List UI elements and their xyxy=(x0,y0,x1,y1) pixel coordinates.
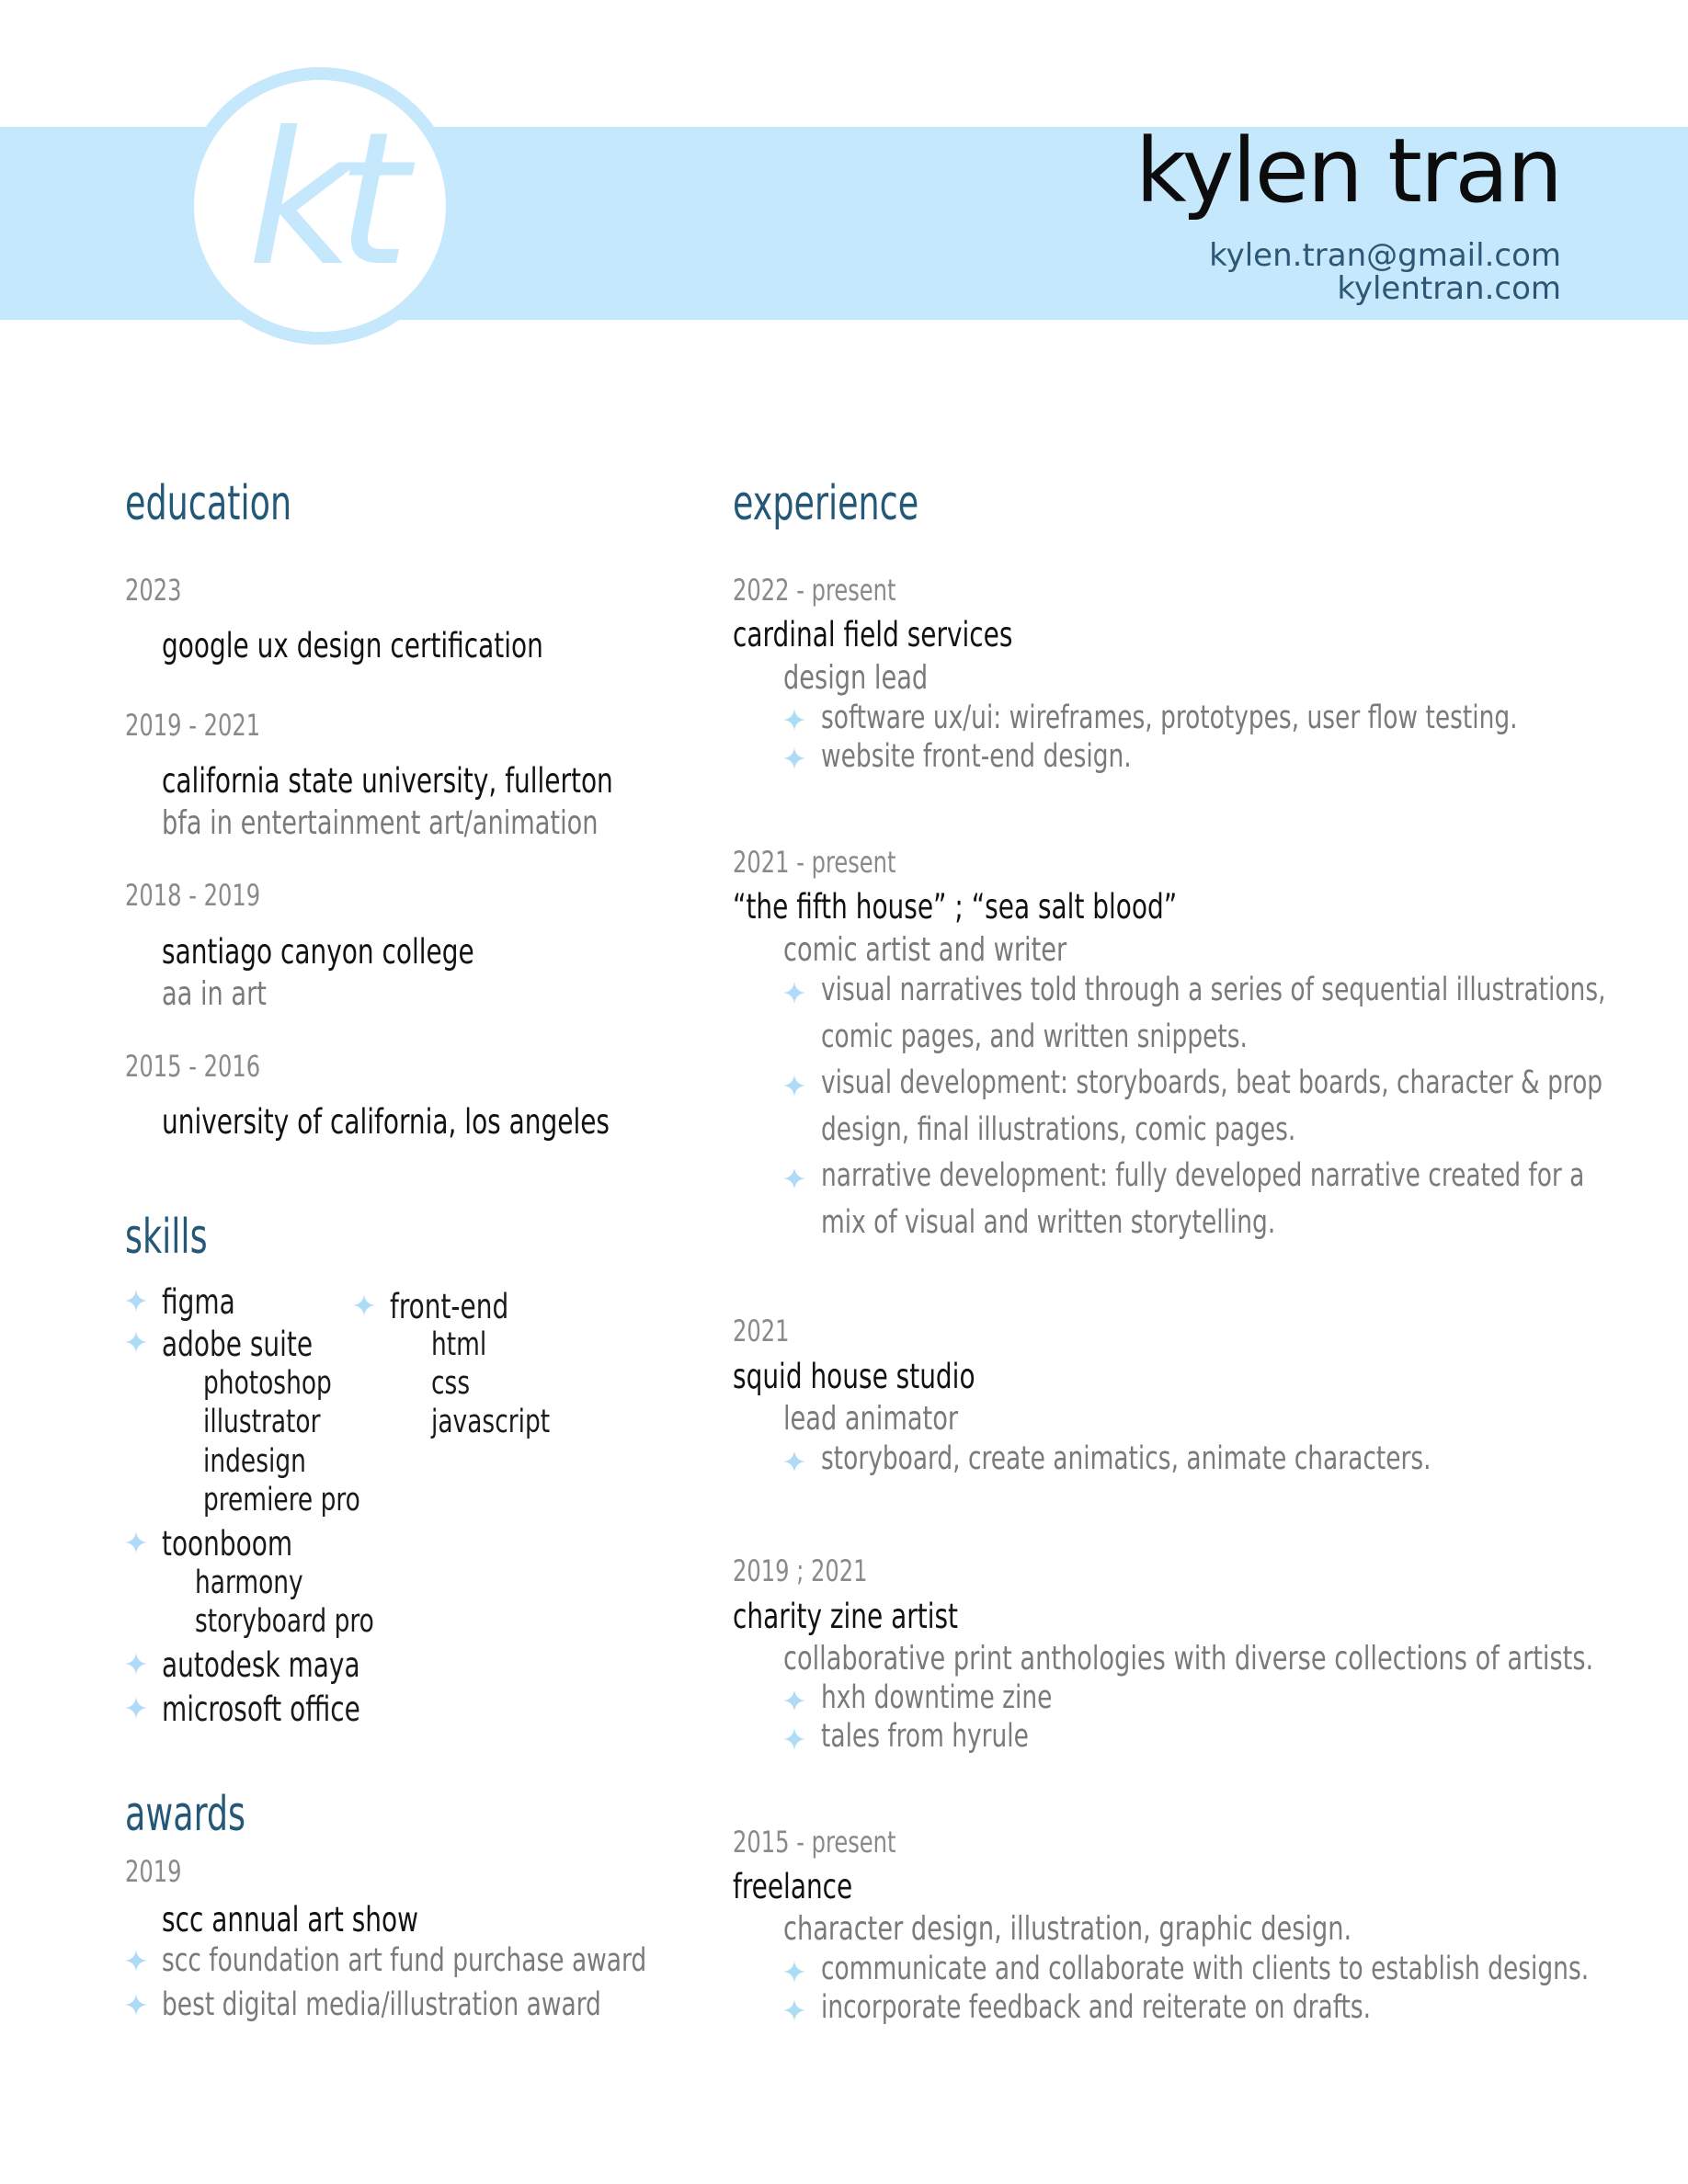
job-year: 2021 xyxy=(733,1314,790,1348)
award-bullet: best digital media/illustration award xyxy=(162,1986,601,2023)
job-bullet: incorporate feedback and reiterate on drafts. xyxy=(821,1989,1372,2026)
bullet-sparkle-icon xyxy=(125,1653,147,1675)
job-title: freelance xyxy=(733,1867,853,1906)
bullet-sparkle-icon xyxy=(125,1290,147,1312)
job-bullet: website front-end design. xyxy=(821,738,1132,775)
skill-subitem: html xyxy=(431,1326,487,1363)
skill-item: figma xyxy=(162,1282,235,1322)
job-bullet: visual narratives told through a series of sequential illustrations, xyxy=(821,972,1606,1008)
education-year: 2015 - 2016 xyxy=(125,1049,261,1084)
monogram-text: kt xyxy=(246,93,393,307)
bullet-sparkle-icon xyxy=(125,1331,147,1353)
applicant-name: kylen tran xyxy=(1135,119,1561,222)
skill-subitem: javascript xyxy=(431,1404,551,1440)
job-bullet: narrative development: fully developed narrative created for a xyxy=(821,1157,1585,1194)
job-title: charity zine artist xyxy=(733,1597,959,1636)
education-title: university of california, los angeles xyxy=(162,1102,610,1142)
bullet-sparkle-icon xyxy=(783,747,805,769)
skill-item: autodesk maya xyxy=(162,1645,360,1685)
job-bullet: visual development: storyboards, beat boards, character & prop xyxy=(821,1064,1603,1101)
education-year: 2019 - 2021 xyxy=(125,708,261,743)
skills-heading: skills xyxy=(125,1210,208,1265)
job-year: 2015 - present xyxy=(733,1825,896,1860)
job-bullet: storyboard, create animatics, animate characters. xyxy=(821,1440,1431,1477)
bullet-sparkle-icon xyxy=(125,1950,147,1972)
skill-subitem: illustrator xyxy=(203,1404,321,1440)
job-role: comic artist and writer xyxy=(783,931,1067,969)
awards-heading: awards xyxy=(125,1787,246,1842)
education-year: 2023 xyxy=(125,573,182,608)
award-title: scc annual art show xyxy=(162,1900,419,1939)
bullet-sparkle-icon xyxy=(783,1999,805,2021)
skill-subitem: harmony xyxy=(195,1564,303,1601)
email-link[interactable]: kylen.tran@gmail.com xyxy=(1209,237,1561,274)
bullet-sparkle-icon xyxy=(125,1531,147,1553)
job-role: character design, illustration, graphic design. xyxy=(783,1910,1352,1948)
monogram-logo xyxy=(175,61,465,351)
bullet-sparkle-icon xyxy=(783,1167,805,1189)
job-bullet: software ux/ui: wireframes, prototypes, user flow testing. xyxy=(821,700,1518,736)
award-bullet: scc foundation art fund purchase award xyxy=(162,1942,647,1979)
skill-subitem: indesign xyxy=(203,1443,306,1480)
bullet-sparkle-icon xyxy=(353,1294,375,1316)
job-bullet-continued: comic pages, and written snippets. xyxy=(821,1018,1248,1055)
job-bullet: communicate and collaborate with clients to establish designs. xyxy=(821,1951,1590,1987)
education-detail: bfa in entertainment art/animation xyxy=(162,804,599,842)
bullet-sparkle-icon xyxy=(783,709,805,731)
bullet-sparkle-icon xyxy=(783,1689,805,1712)
bullet-sparkle-icon xyxy=(783,1728,805,1750)
education-year: 2018 - 2019 xyxy=(125,878,261,913)
job-role: collaborative print anthologies with diverse collections of artists. xyxy=(783,1640,1594,1678)
education-heading: education xyxy=(125,476,292,531)
skill-item: adobe suite xyxy=(162,1325,314,1364)
bullet-sparkle-icon xyxy=(783,1075,805,1097)
bullet-sparkle-icon xyxy=(783,982,805,1004)
job-bullet-continued: mix of visual and written storytelling. xyxy=(821,1204,1276,1241)
education-detail: aa in art xyxy=(162,975,267,1013)
award-year: 2019 xyxy=(125,1854,182,1889)
bullet-sparkle-icon xyxy=(783,1450,805,1473)
job-year: 2021 - present xyxy=(733,845,896,880)
bullet-sparkle-icon xyxy=(125,1994,147,2016)
contact-info xyxy=(1209,239,1561,305)
job-bullet: hxh downtime zine xyxy=(821,1679,1053,1716)
skill-item: toonboom xyxy=(162,1524,293,1564)
skill-subitem: premiere pro xyxy=(203,1482,360,1519)
job-title: “the fifth house” ; “sea salt blood” xyxy=(733,887,1178,927)
job-bullet: tales from hyrule xyxy=(821,1718,1029,1755)
job-year: 2019 ; 2021 xyxy=(733,1553,868,1588)
skill-subitem: photoshop xyxy=(203,1365,332,1402)
website-link[interactable]: kylentran.com xyxy=(1337,270,1561,307)
skill-subitem: storyboard pro xyxy=(195,1603,374,1640)
job-title: squid house studio xyxy=(733,1357,975,1396)
education-title: santiago canyon college xyxy=(162,932,474,972)
bullet-sparkle-icon xyxy=(125,1697,147,1719)
experience-heading: experience xyxy=(733,476,919,531)
bullet-sparkle-icon xyxy=(783,1961,805,1983)
skill-item: front-end xyxy=(390,1287,509,1326)
skill-subitem: css xyxy=(431,1365,471,1402)
job-role: lead animator xyxy=(783,1400,959,1438)
job-title: cardinal field services xyxy=(733,615,1013,654)
education-title: california state university, fullerton xyxy=(162,761,613,801)
job-role: design lead xyxy=(783,659,929,697)
job-year: 2022 - present xyxy=(733,573,896,608)
skill-item: microsoft office xyxy=(162,1689,360,1729)
job-bullet-continued: design, final illustrations, comic pages. xyxy=(821,1111,1296,1148)
education-title: google ux design certification xyxy=(162,626,543,665)
